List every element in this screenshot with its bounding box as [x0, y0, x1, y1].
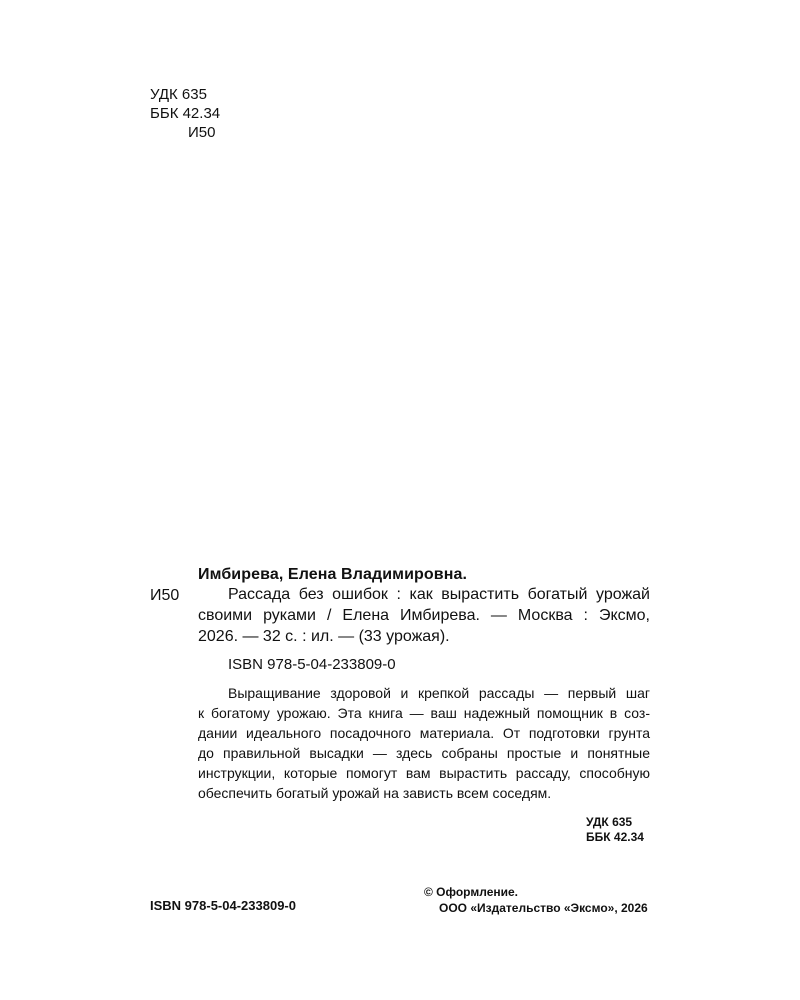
annotation-line: обеспечить богатый урожай на зависть всем соседям. [198, 785, 552, 801]
title-line: 2026. — 32 с. : ил. — (33 урожая). [198, 628, 450, 645]
annotation-line: дании идеального посадочного материала. От подготовки грунта [198, 725, 650, 741]
annotation-line: к богатому урожаю. Эта книга — ваш надежный помощник в соз- [198, 705, 650, 721]
record-author: Имбирева, Елена Владимировна. [198, 566, 468, 583]
record-isbn: ISBN 978-5-04-233809-0 [228, 656, 396, 673]
author-mark-code: И50 [188, 124, 216, 141]
footer-udk-code: УДК 635 [586, 815, 633, 829]
title-line: своими руками / Елена Имбирева. — Москва : Эксмо, [198, 607, 650, 624]
annotation-paragraph [198, 683, 650, 803]
bottom-isbn: ISBN 978-5-04-233809-0 [150, 898, 296, 913]
record-author-mark: И50 [150, 587, 180, 604]
annotation-line: Выращивание здоровой и крепкой рассады — первый шаг [228, 685, 650, 701]
copyright-line-1: © Оформление. [424, 885, 519, 899]
annotation-line: инструкции, которые помогут вам вырастить рассаду, способную [198, 765, 650, 781]
classification-codes [150, 85, 220, 142]
copyright-line-2: ООО «Издательство «Эксмо», 2026 [439, 901, 648, 915]
footer-classification-codes [586, 815, 644, 845]
record-title-block [198, 584, 650, 647]
annotation-line: до правильной высадки — здесь собраны простые и понятные [198, 745, 650, 761]
udk-code: УДК 635 [150, 86, 207, 103]
bbk-code: ББК 42.34 [150, 105, 221, 122]
footer-bbk-code: ББК 42.34 [586, 830, 644, 844]
copyright-notice [424, 884, 648, 916]
title-line: Рассада без ошибок : как вырастить богатый урожай [228, 586, 650, 603]
